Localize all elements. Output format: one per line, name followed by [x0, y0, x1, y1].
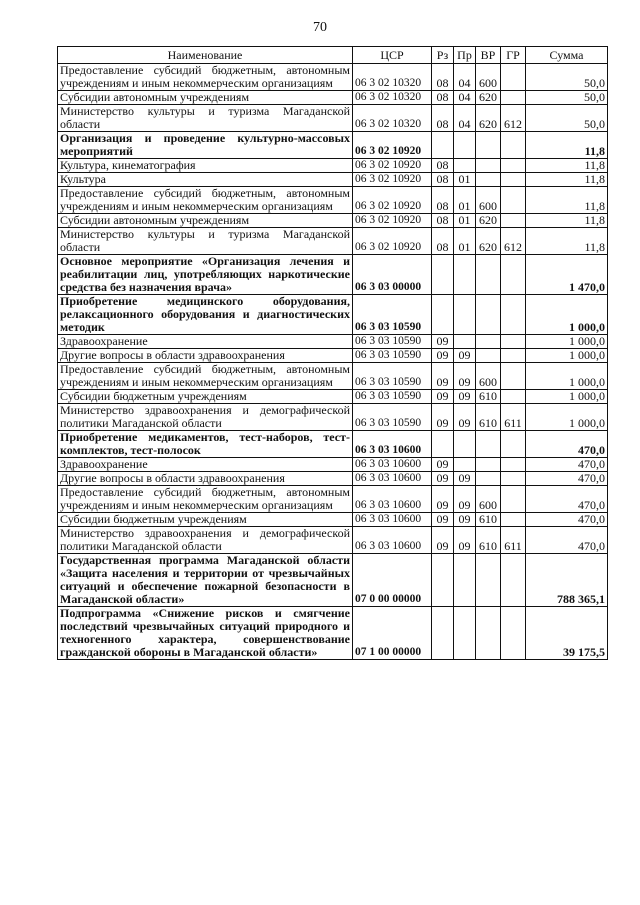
cell-sum: 50,0 — [526, 64, 608, 91]
cell-pr — [454, 554, 476, 607]
cell-rz: 09 — [432, 390, 454, 404]
cell-gr — [501, 513, 526, 527]
cell-rz: 09 — [432, 472, 454, 486]
cell-vr: 610 — [476, 527, 501, 554]
cell-sum: 1 000,0 — [526, 335, 608, 349]
cell-gr — [501, 187, 526, 214]
cell-csr: 06 3 03 10600 — [353, 431, 432, 458]
cell-csr: 06 3 03 10600 — [353, 472, 432, 486]
cell-vr: 620 — [476, 91, 501, 105]
cell-vr — [476, 458, 501, 472]
cell-csr: 06 3 03 10590 — [353, 349, 432, 363]
cell-sum: 470,0 — [526, 431, 608, 458]
header-gr: ГР — [501, 47, 526, 64]
cell-gr — [501, 255, 526, 295]
cell-rz: 08 — [432, 228, 454, 255]
table-row — [58, 458, 608, 472]
cell-rz: 08 — [432, 91, 454, 105]
cell-sum: 11,8 — [526, 132, 608, 159]
table-row — [58, 214, 608, 228]
cell-gr — [501, 159, 526, 173]
cell-sum: 470,0 — [526, 472, 608, 486]
cell-csr: 07 1 00 00000 — [353, 607, 432, 660]
cell-sum: 1 000,0 — [526, 295, 608, 335]
cell-gr — [501, 363, 526, 390]
table-row — [58, 295, 608, 335]
cell-rz: 09 — [432, 349, 454, 363]
cell-pr: 09 — [454, 527, 476, 554]
cell-gr — [501, 458, 526, 472]
cell-vr — [476, 607, 501, 660]
table-row — [58, 513, 608, 527]
cell-pr — [454, 159, 476, 173]
cell-csr: 06 3 02 10320 — [353, 91, 432, 105]
cell-pr: 09 — [454, 363, 476, 390]
cell-sum: 1 470,0 — [526, 255, 608, 295]
cell-sum: 470,0 — [526, 486, 608, 513]
cell-pr — [454, 458, 476, 472]
cell-pr: 04 — [454, 91, 476, 105]
cell-sum: 1 000,0 — [526, 349, 608, 363]
cell-csr: 06 3 02 10920 — [353, 187, 432, 214]
cell-vr: 620 — [476, 105, 501, 132]
cell-gr: 612 — [501, 228, 526, 255]
cell-sum: 11,8 — [526, 173, 608, 187]
cell-gr — [501, 173, 526, 187]
cell-pr: 09 — [454, 472, 476, 486]
cell-pr — [454, 431, 476, 458]
cell-sum: 11,8 — [526, 159, 608, 173]
cell-pr: 09 — [454, 390, 476, 404]
cell-sum: 1 000,0 — [526, 390, 608, 404]
cell-csr: 06 3 02 10920 — [353, 159, 432, 173]
cell-csr: 06 3 03 10590 — [353, 363, 432, 390]
cell-name: Государственная программа Магаданской области «Защита населения и территории от чрезвычайных ситуаций и обеспечение пожарной безопасности в Магаданской области» — [58, 554, 353, 607]
header-pr: Пр — [454, 47, 476, 64]
table-row — [58, 173, 608, 187]
cell-sum: 470,0 — [526, 513, 608, 527]
table-row — [58, 228, 608, 255]
cell-sum: 11,8 — [526, 214, 608, 228]
cell-vr: 610 — [476, 513, 501, 527]
cell-pr — [454, 132, 476, 159]
cell-sum: 470,0 — [526, 527, 608, 554]
table-row — [58, 349, 608, 363]
cell-rz: 08 — [432, 159, 454, 173]
cell-csr: 06 3 03 10590 — [353, 390, 432, 404]
cell-gr: 612 — [501, 105, 526, 132]
cell-pr: 09 — [454, 513, 476, 527]
table-row — [58, 390, 608, 404]
cell-gr — [501, 472, 526, 486]
cell-name: Субсидии автономным учреждениям — [58, 91, 353, 105]
cell-vr: 620 — [476, 214, 501, 228]
cell-name: Министерство культуры и туризма Магаданской области — [58, 105, 353, 132]
cell-name: Субсидии бюджетным учреждениям — [58, 513, 353, 527]
cell-vr — [476, 349, 501, 363]
cell-gr — [501, 349, 526, 363]
cell-gr — [501, 431, 526, 458]
cell-csr: 06 3 02 10920 — [353, 173, 432, 187]
cell-sum: 1 000,0 — [526, 363, 608, 390]
budget-table — [57, 46, 608, 660]
cell-sum: 39 175,5 — [526, 607, 608, 660]
cell-gr: 611 — [501, 527, 526, 554]
cell-pr: 09 — [454, 486, 476, 513]
cell-pr: 01 — [454, 173, 476, 187]
cell-rz: 09 — [432, 513, 454, 527]
table-header-row — [58, 47, 608, 64]
cell-pr — [454, 295, 476, 335]
cell-name: Культура, кинематография — [58, 159, 353, 173]
cell-vr: 600 — [476, 486, 501, 513]
cell-vr: 600 — [476, 187, 501, 214]
table-row — [58, 486, 608, 513]
cell-vr: 610 — [476, 390, 501, 404]
table-row — [58, 431, 608, 458]
cell-rz: 08 — [432, 187, 454, 214]
cell-rz: 09 — [432, 486, 454, 513]
cell-pr: 09 — [454, 404, 476, 431]
table-row — [58, 404, 608, 431]
cell-rz: 08 — [432, 173, 454, 187]
cell-name: Другие вопросы в области здравоохранения — [58, 349, 353, 363]
table-row — [58, 527, 608, 554]
header-vr: ВР — [476, 47, 501, 64]
cell-pr: 09 — [454, 349, 476, 363]
cell-name: Здравоохранение — [58, 458, 353, 472]
cell-vr — [476, 295, 501, 335]
cell-rz: 08 — [432, 214, 454, 228]
cell-rz — [432, 295, 454, 335]
cell-csr: 06 3 02 10920 — [353, 228, 432, 255]
table-row — [58, 607, 608, 660]
cell-csr: 06 3 03 10590 — [353, 335, 432, 349]
cell-csr: 06 3 02 10920 — [353, 214, 432, 228]
table-row — [58, 255, 608, 295]
cell-name: Приобретение медицинского оборудования, релаксационного оборудования и диагностических методик — [58, 295, 353, 335]
cell-vr — [476, 173, 501, 187]
cell-name: Субсидии бюджетным учреждениям — [58, 390, 353, 404]
cell-csr: 06 3 03 10600 — [353, 527, 432, 554]
cell-csr: 06 3 02 10320 — [353, 64, 432, 91]
cell-vr: 600 — [476, 363, 501, 390]
cell-pr — [454, 255, 476, 295]
page-number: 70 — [313, 20, 327, 35]
cell-name: Основное мероприятие «Организация лечения и реабилитации лиц, употребляющих наркотические средства без назначения врача» — [58, 255, 353, 295]
cell-gr — [501, 295, 526, 335]
cell-csr: 06 3 03 10600 — [353, 486, 432, 513]
cell-vr — [476, 431, 501, 458]
cell-name: Культура — [58, 173, 353, 187]
cell-name: Предоставление субсидий бюджетным, автономным учреждениям и иным некоммерческим организациям — [58, 486, 353, 513]
cell-rz: 08 — [432, 64, 454, 91]
cell-name: Другие вопросы в области здравоохранения — [58, 472, 353, 486]
cell-vr — [476, 132, 501, 159]
cell-sum: 470,0 — [526, 458, 608, 472]
cell-vr: 600 — [476, 64, 501, 91]
cell-csr: 06 3 03 10600 — [353, 458, 432, 472]
cell-vr — [476, 554, 501, 607]
cell-csr: 07 0 00 00000 — [353, 554, 432, 607]
header-csr: ЦСР — [353, 47, 432, 64]
cell-name: Министерство здравоохранения и демографической политики Магаданской области — [58, 527, 353, 554]
cell-pr: 04 — [454, 64, 476, 91]
cell-gr — [501, 335, 526, 349]
cell-name: Приобретение медикаментов, тест-наборов, тест-комплектов, тест-полосок — [58, 431, 353, 458]
cell-rz — [432, 255, 454, 295]
cell-rz: 09 — [432, 404, 454, 431]
cell-vr — [476, 472, 501, 486]
cell-pr — [454, 335, 476, 349]
cell-csr: 06 3 03 10600 — [353, 513, 432, 527]
cell-gr — [501, 214, 526, 228]
cell-csr: 06 3 03 00000 — [353, 255, 432, 295]
table-row — [58, 554, 608, 607]
cell-rz: 09 — [432, 458, 454, 472]
cell-pr: 04 — [454, 105, 476, 132]
table-row — [58, 159, 608, 173]
cell-gr — [501, 64, 526, 91]
cell-vr: 610 — [476, 404, 501, 431]
cell-sum: 50,0 — [526, 91, 608, 105]
cell-rz — [432, 607, 454, 660]
cell-csr: 06 3 03 10590 — [353, 404, 432, 431]
cell-csr: 06 3 02 10320 — [353, 105, 432, 132]
table-row — [58, 335, 608, 349]
header-name: Наименование — [58, 47, 353, 64]
cell-name: Министерство здравоохранения и демографической политики Магаданской области — [58, 404, 353, 431]
cell-csr: 06 3 02 10920 — [353, 132, 432, 159]
cell-pr: 01 — [454, 187, 476, 214]
table-row — [58, 363, 608, 390]
cell-vr — [476, 335, 501, 349]
header-sum: Сумма — [526, 47, 608, 64]
cell-vr — [476, 159, 501, 173]
cell-vr: 620 — [476, 228, 501, 255]
cell-gr — [501, 390, 526, 404]
cell-pr — [454, 607, 476, 660]
table-row — [58, 105, 608, 132]
cell-name: Организация и проведение культурно-массовых мероприятий — [58, 132, 353, 159]
cell-pr: 01 — [454, 228, 476, 255]
cell-sum: 11,8 — [526, 187, 608, 214]
cell-rz: 09 — [432, 363, 454, 390]
cell-sum: 1 000,0 — [526, 404, 608, 431]
cell-sum: 788 365,1 — [526, 554, 608, 607]
cell-vr — [476, 255, 501, 295]
cell-name: Здравоохранение — [58, 335, 353, 349]
cell-rz: 09 — [432, 527, 454, 554]
header-rz: Рз — [432, 47, 454, 64]
table-row — [58, 187, 608, 214]
cell-name: Предоставление субсидий бюджетным, автономным учреждениям и иным некоммерческим организациям — [58, 64, 353, 91]
cell-rz — [432, 431, 454, 458]
cell-name: Предоставление субсидий бюджетным, автономным учреждениям и иным некоммерческим организациям — [58, 187, 353, 214]
table-row — [58, 472, 608, 486]
cell-gr — [501, 486, 526, 513]
cell-name: Министерство культуры и туризма Магаданской области — [58, 228, 353, 255]
cell-sum: 50,0 — [526, 105, 608, 132]
cell-rz: 09 — [432, 335, 454, 349]
cell-rz — [432, 554, 454, 607]
cell-gr — [501, 132, 526, 159]
cell-rz: 08 — [432, 105, 454, 132]
table-row — [58, 132, 608, 159]
table-row — [58, 64, 608, 91]
cell-name: Субсидии автономным учреждениям — [58, 214, 353, 228]
cell-rz — [432, 132, 454, 159]
cell-name: Предоставление субсидий бюджетным, автономным учреждениям и иным некоммерческим организациям — [58, 363, 353, 390]
cell-gr — [501, 91, 526, 105]
table-row — [58, 91, 608, 105]
cell-gr: 611 — [501, 404, 526, 431]
cell-name: Подпрограмма «Снижение рисков и смягчение последствий чрезвычайных ситуаций природного и техногенного характера, совершенствование гражданской обороны в Магаданской области» — [58, 607, 353, 660]
cell-gr — [501, 607, 526, 660]
cell-gr — [501, 554, 526, 607]
cell-sum: 11,8 — [526, 228, 608, 255]
cell-csr: 06 3 03 10590 — [353, 295, 432, 335]
cell-pr: 01 — [454, 214, 476, 228]
